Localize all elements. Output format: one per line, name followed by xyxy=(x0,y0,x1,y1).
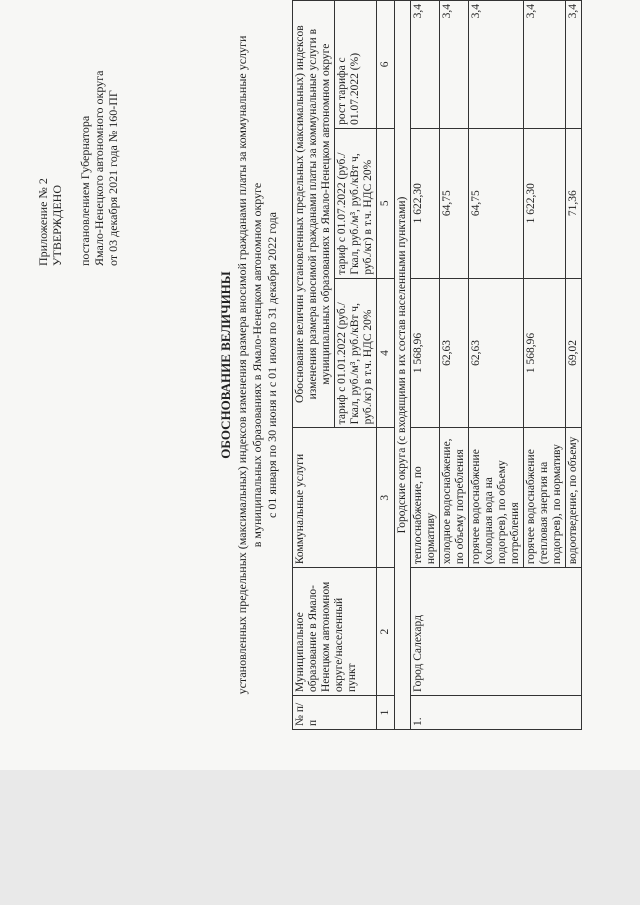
row-number: 1. xyxy=(411,696,582,730)
header-municipality: Муниципальное образование в Ямало-Ненецком автономном округе/населенный пункт xyxy=(293,568,377,696)
header-tariff-jul: тариф с 01.07.2022 (руб./Гкал, руб./м³, руб./кВт ч, руб./кг) в т.ч. НДС 20% xyxy=(335,128,377,278)
tariff-jan-cell: 1 568,96 xyxy=(524,278,566,428)
service-cell: водоотведение, по объему xyxy=(566,428,582,568)
tariff-jan-cell: 1 568,96 xyxy=(411,278,440,428)
appendix-stamp xyxy=(36,16,120,266)
title-sub-2: в муниципальных образованиях в Ямало-Ненецком автономном округе xyxy=(250,182,264,548)
tariff-jul-cell: 64,75 xyxy=(440,128,469,278)
tariff-jan-cell: 62,63 xyxy=(440,278,469,428)
col-number: 4 xyxy=(377,278,395,428)
service-cell: горячее водоснабжение (тепловая энергия на подогрев), по нормативу xyxy=(524,428,566,568)
tariff-jul-cell: 71,36 xyxy=(566,128,582,278)
header-tariff-jan: тариф с 01.01.2022 (руб./Гкал, руб./м³, руб./кВт ч, руб./кг) в т.ч. НДС 20% xyxy=(335,278,377,428)
col-number: 6 xyxy=(377,1,395,129)
rotated-content xyxy=(20,0,620,730)
header-justification: Обоснование величин установленных предельных (максимальных) индексов изменения размера вносимой гражданами платы за коммунальные услуги в муниципальных образованиях в Ямало-Ненецком автономном округе xyxy=(293,1,335,428)
group-row xyxy=(395,1,411,730)
header-service: Коммунальные услуги xyxy=(293,428,377,568)
growth-cell: 3,4 xyxy=(440,1,469,129)
decree-line: постановлением Губернатора xyxy=(78,115,92,266)
growth-cell: 3,4 xyxy=(566,1,582,129)
col-number: 2 xyxy=(377,568,395,696)
region-line: Ямало-Ненецкого автономного округа xyxy=(92,70,106,266)
col-number: 3 xyxy=(377,428,395,568)
col-number: 1 xyxy=(377,696,395,730)
tariff-jul-cell: 1 622,30 xyxy=(411,128,440,278)
table-row xyxy=(411,1,440,730)
appendix-number: Приложение № 2 xyxy=(36,178,50,266)
title-sub-3: с 01 января по 30 июня и с 01 июля по 31 декабря 2022 года xyxy=(265,212,279,518)
tariff-jul-cell: 64,75 xyxy=(469,128,524,278)
header-row-1 xyxy=(293,1,335,730)
header-growth: рост тарифа с 01.07.2022 (%) xyxy=(335,1,377,129)
tariff-jan-cell: 69,02 xyxy=(566,278,582,428)
group-label: Городские округа (с входящими в их состав населенными пунктами) xyxy=(395,1,411,730)
decree-date-line: от 03 декабря 2021 года № 160-ПГ xyxy=(106,90,120,266)
municipality-name: Город Салехард xyxy=(411,568,582,696)
column-number-row xyxy=(377,1,395,730)
title-main: ОБОСНОВАНИЕ ВЕЛИЧИНЫ xyxy=(218,271,233,459)
growth-cell: 3,4 xyxy=(524,1,566,129)
col-number: 5 xyxy=(377,128,395,278)
title-sub-1: установленных предельных (максимальных) индексов изменения размера вносимой гражданами платы за коммунальные услуги xyxy=(235,35,249,695)
growth-cell: 3,4 xyxy=(411,1,440,129)
growth-cell: 3,4 xyxy=(469,1,524,129)
document-title xyxy=(218,0,280,730)
service-cell: теплоснабжение, по нормативу xyxy=(411,428,440,568)
service-cell: горячее водоснабжение (холодная вода на подогрев), по объему потребления xyxy=(469,428,524,568)
tariff-jan-cell: 62,63 xyxy=(469,278,524,428)
tariff-table xyxy=(292,0,582,730)
header-num: № п/п xyxy=(293,696,377,730)
approved-label: УТВЕРЖДЕНО xyxy=(50,184,64,266)
tariff-jul-cell: 1 622,30 xyxy=(524,128,566,278)
service-cell: холодное водоснабжение, по объему потребления xyxy=(440,428,469,568)
